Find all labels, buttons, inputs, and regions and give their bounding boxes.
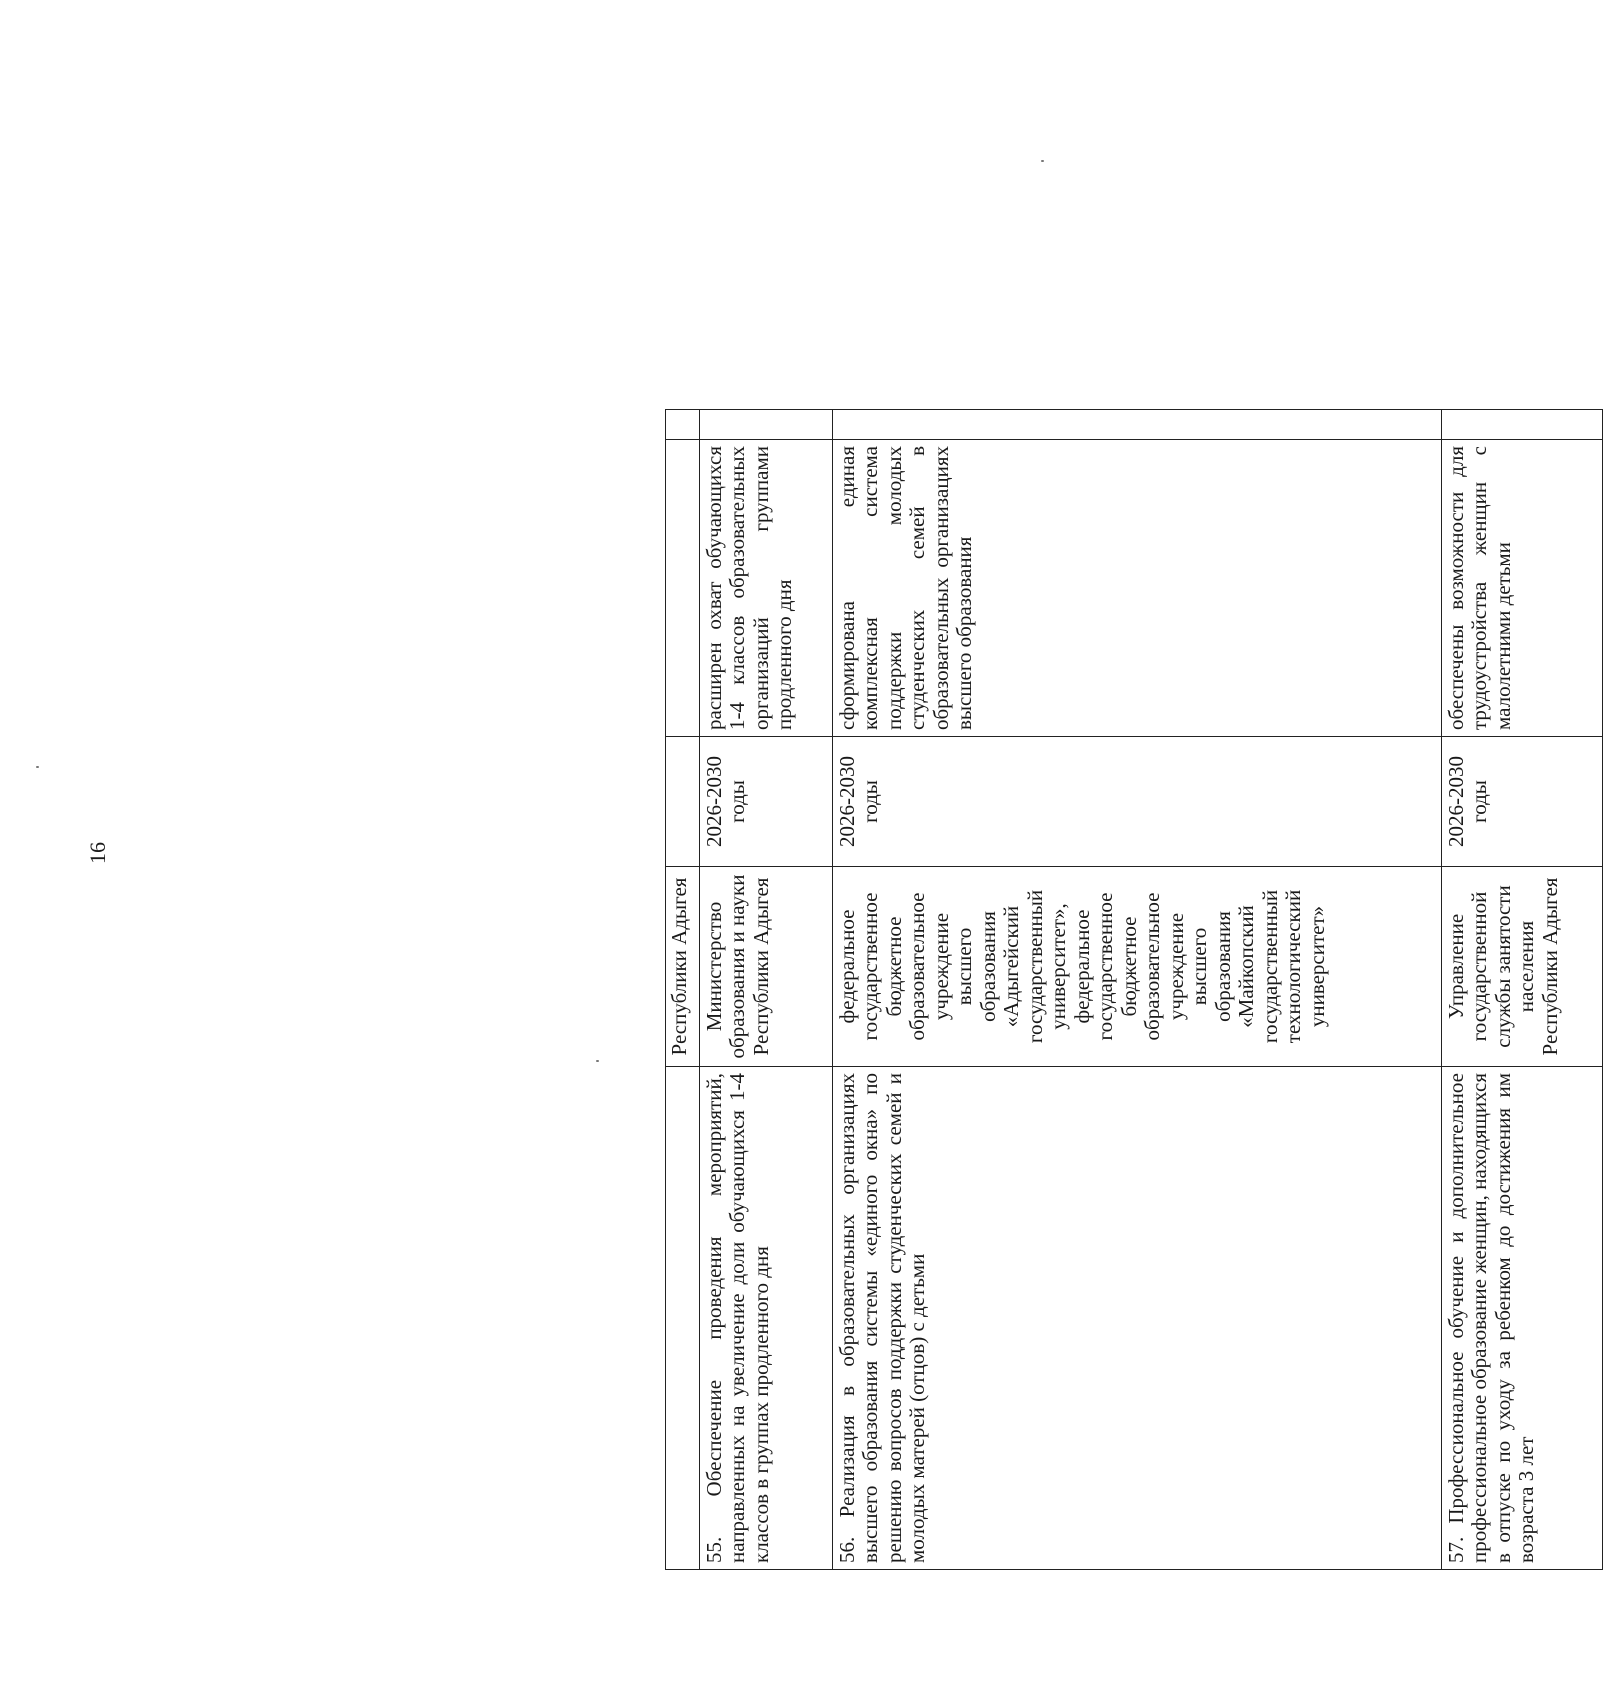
- period-cell: 2026-2030 годы: [832, 737, 1441, 867]
- page-number: 16: [85, 842, 110, 864]
- header-cell-executor: Республики Адыгея: [666, 867, 700, 1067]
- table-container: [665, 410, 1603, 1570]
- action-cell: 57. Профессиональное обучение и дополнительное профессиональное образование женщин, находящихся в отпуске по уходу за ребенком до достижения им возраста 3 лет: [1441, 1067, 1602, 1570]
- header-cell-period: [666, 737, 700, 867]
- result-cell: сформирована единая комплексная система поддержки молодых студенческих семей в образовательных организациях высшего образования: [832, 440, 1441, 737]
- action-cell: 55. Обеспечение проведения мероприятий, направленных на увеличение доли обучающихся 1-4 классов в группах продленного дня: [699, 1067, 832, 1570]
- scan-speck: [596, 1060, 599, 1062]
- gap-cell: [699, 410, 832, 440]
- executor-cell: Управление государственной службы занятости населения Республики Адыгея: [1441, 867, 1602, 1067]
- executor-cell: Министерство образования и науки Республики Адыгея: [699, 867, 832, 1067]
- table-row: [699, 410, 832, 1570]
- header-cell-result: [666, 440, 700, 737]
- header-cell-gap: [666, 410, 700, 440]
- table-row: [1441, 410, 1602, 1570]
- table-header-row: [666, 410, 700, 1570]
- gap-cell: [832, 410, 1441, 440]
- gap-cell: [1441, 410, 1602, 440]
- period-cell: 2026-2030 годы: [1441, 737, 1602, 867]
- scan-speck: [36, 766, 39, 768]
- result-cell: обеспечены возможности для трудоустройства женщин с малолетними детьми: [1441, 440, 1602, 737]
- executor-cell: федеральное государственное бюджетное образовательное учреждение высшего образования «Адыгейский государственный университет», федеральное государственное бюджетное образовательное учреждение высшего образования «Майкопский государственный технологический университет»: [832, 867, 1441, 1067]
- action-cell: 56. Реализация в образовательных организациях высшего образования системы «единого окна» по решению вопросов поддержки студенческих семей и молодых матерей (отцов) с детьми: [832, 1067, 1441, 1570]
- table-row: [832, 410, 1441, 1570]
- measures-table: [665, 409, 1603, 1570]
- result-cell: расширен охват обучающихся 1-4 классов образовательных организаций группами продленного дня: [699, 440, 832, 737]
- period-cell: 2026-2030 годы: [699, 737, 832, 867]
- scan-speck: [1041, 160, 1044, 162]
- header-cell-action: [666, 1067, 700, 1570]
